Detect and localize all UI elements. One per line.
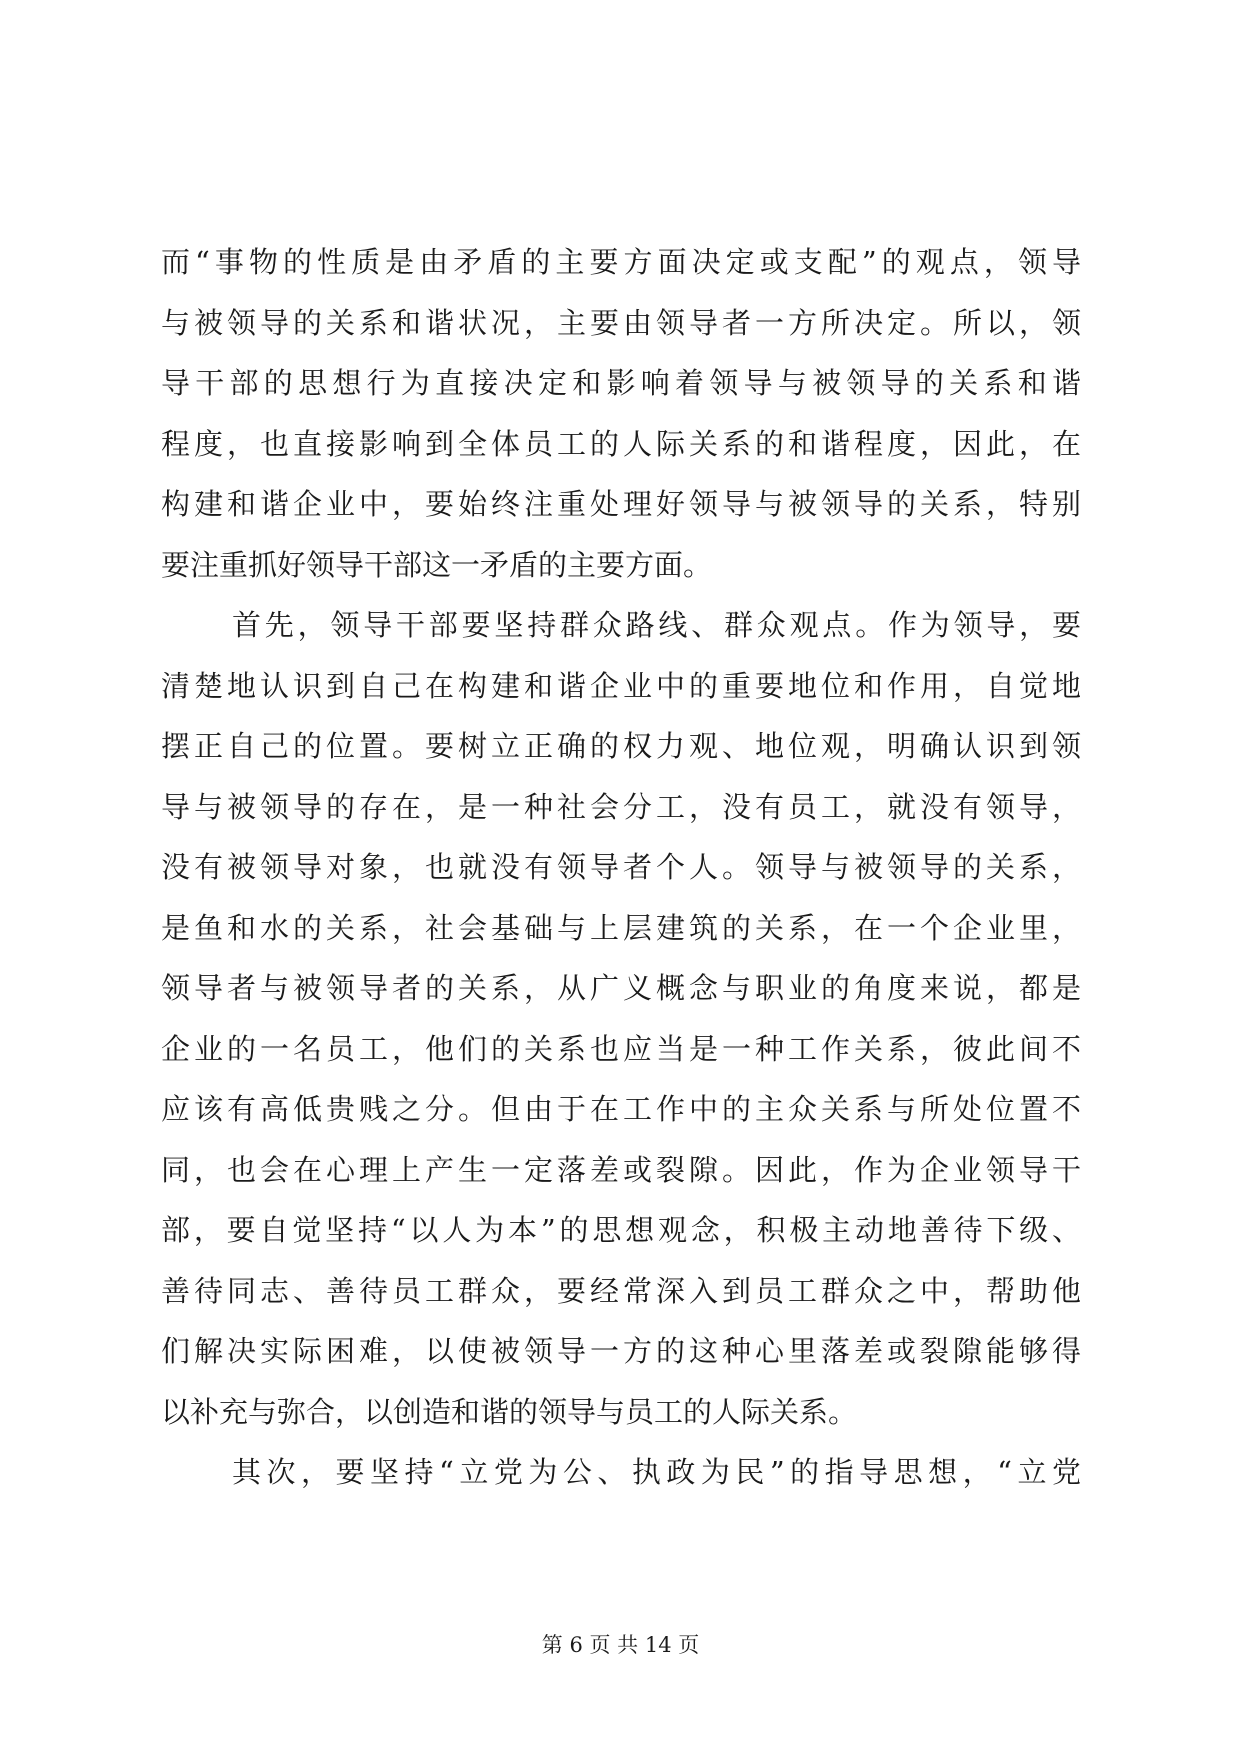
paragraph-line: 们解决实际困难，以使被领导一方的这种心里落差或裂隙能够得 (161, 1334, 1081, 1368)
paragraph-line: 构建和谐企业中，要始终注重处理好领导与被领导的关系，特别 (161, 487, 1081, 521)
paragraph-line: 企业的一名员工，他们的关系也应当是一种工作关系，彼此间不 (161, 1031, 1081, 1066)
paragraph-line: 摆正自己的位置。要树立正确的权力观、地位观，明确认识到领 (161, 729, 1081, 763)
paragraph-line: 程度，也直接影响到全体员工的人际关系的和谐程度，因此，在 (161, 426, 1081, 461)
paragraph-line: 善待同志、善待员工群众，要经常深入到员工群众之中，帮助他 (161, 1273, 1081, 1308)
paragraph-line: 部，要自觉坚持“以人为本”的思想观念，积极主动地善待下级、 (161, 1213, 1081, 1247)
paragraph-line: 其次，要坚持“立党为公、执政为民”的指导思想，“立党 (232, 1455, 1081, 1489)
paragraph-line: 首先，领导干部要坚持群众路线、群众观点。作为领导，要 (232, 608, 1081, 642)
paragraph-line: 领导者与被领导者的关系，从广义概念与职业的角度来说，都是 (161, 971, 1081, 1005)
paragraph-line: 清楚地认识到自己在构建和谐企业中的重要地位和作用，自觉地 (161, 668, 1081, 703)
paragraph-line: 导与被领导的存在，是一种社会分工，没有员工，就没有领导， (161, 789, 1081, 824)
paragraph-line: 同，也会在心理上产生一定落差或裂隙。因此，作为企业领导干 (161, 1152, 1081, 1187)
paragraph-line: 与被领导的关系和谐状况，主要由领导者一方所决定。所以，领 (161, 305, 1081, 340)
paragraph-line: 以补充与弥合，以创造和谐的领导与员工的人际关系。 (161, 1394, 858, 1429)
paragraph-line: 要注重抓好领导干部这一矛盾的主要方面。 (161, 547, 713, 582)
paragraph-line: 应该有高低贵贱之分。但由于在工作中的主众关系与所处位置不 (161, 1092, 1081, 1126)
paragraph-line: 而“事物的性质是由矛盾的主要方面决定或支配”的观点，领导 (161, 245, 1081, 279)
document-body (161, 232, 1081, 1503)
paragraph-line: 导干部的思想行为直接决定和影响着领导与被领导的关系和谐 (161, 366, 1081, 400)
page-number-footer: 第 6 页 共 14 页 (541, 1633, 700, 1657)
paragraph-line: 没有被领导对象，也就没有领导者个人。领导与被领导的关系， (161, 850, 1081, 884)
paragraph-line: 是鱼和水的关系，社会基础与上层建筑的关系，在一个企业里， (161, 910, 1081, 945)
